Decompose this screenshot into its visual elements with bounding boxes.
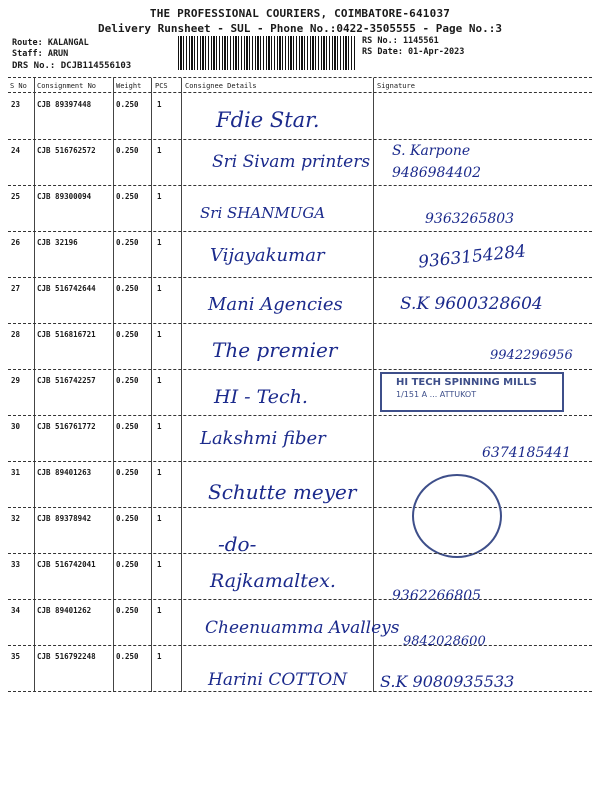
row-sno: 26 (11, 238, 21, 247)
row-signature: 9842028600 (403, 634, 486, 649)
row-pcs: 1 (157, 146, 162, 155)
row-pcs: 1 (157, 376, 162, 385)
row-weight: 0.250 (116, 146, 139, 155)
col-header-signature: Signature (377, 82, 415, 90)
round-stamp (412, 474, 502, 558)
row-consignee: Fdie Star. (216, 108, 320, 132)
row-sno: 25 (11, 192, 21, 201)
row-weight: 0.250 (116, 422, 139, 431)
row-consignee: Schutte meyer (208, 480, 357, 504)
row-weight: 0.250 (116, 560, 139, 569)
row-rule (8, 553, 592, 554)
row-consignment: CJB 89378942 (37, 514, 92, 523)
row-pcs: 1 (157, 422, 162, 431)
route-label: Route: KALANGAL (12, 38, 89, 48)
row-signature: 6374185441 (482, 445, 572, 461)
row-signature: 9363154284 (417, 241, 527, 273)
row-consignment: CJB 89300094 (37, 192, 92, 201)
row-weight: 0.250 (116, 284, 139, 293)
row-sno: 30 (11, 422, 21, 431)
row-rule (8, 645, 592, 646)
row-pcs: 1 (157, 606, 162, 615)
row-sno: 32 (11, 514, 21, 523)
row-consignment: CJB 516816721 (37, 330, 96, 339)
row-consignee: Mani Agencies (208, 294, 343, 315)
row-signature: S.K 9080935533 (380, 672, 515, 691)
row-pcs: 1 (157, 514, 162, 523)
row-rule (8, 185, 592, 186)
row-consignee: Sri SHANMUGA (200, 204, 326, 222)
row-signature: 9362266805 (392, 588, 482, 604)
company-stamp (380, 372, 564, 412)
row-consignee: -do- (218, 532, 257, 556)
col-header-pcs: PCS (155, 82, 168, 90)
row-sno: 24 (11, 146, 21, 155)
row-consignment: CJB 516761772 (37, 422, 96, 431)
stamp-text: 1/151 A ... ATTUKOT (396, 390, 477, 399)
row-consignee: Lakshmi fiber (200, 428, 326, 449)
row-weight: 0.250 (116, 238, 139, 247)
row-consignee: Vijayakumar (210, 245, 325, 266)
row-sno: 34 (11, 606, 21, 615)
row-signature: S.K 9600328604 (400, 294, 543, 314)
table-top-rule (8, 77, 592, 78)
row-consignee: Harini COTTON (208, 670, 348, 690)
row-consignee: Sri Sivam printers (212, 152, 371, 172)
row-sno: 28 (11, 330, 21, 339)
row-consignee: HI - Tech. (214, 386, 308, 408)
row-signature: S. Karpone 9486984402 (392, 143, 482, 181)
row-rule (8, 599, 592, 600)
row-pcs: 1 (157, 652, 162, 661)
row-sno: 29 (11, 376, 21, 385)
row-weight: 0.250 (116, 606, 139, 615)
col-header-weight: Weight (116, 82, 142, 90)
row-consignment: CJB 516742257 (37, 376, 96, 385)
barcode (178, 36, 356, 70)
row-pcs: 1 (157, 100, 162, 109)
row-rule (8, 461, 592, 462)
col-header-sno: S No (10, 82, 27, 90)
stamp-text: HI TECH SPINNING MILLS (396, 377, 537, 388)
row-weight: 0.250 (116, 468, 139, 477)
col-header-details: Consignee Details (185, 82, 257, 90)
row-rule (8, 323, 592, 324)
row-consignment: CJB 516792248 (37, 652, 96, 661)
row-rule (8, 231, 592, 232)
row-weight: 0.250 (116, 330, 139, 339)
rs-date: RS Date: 01-Apr-2023 (362, 47, 465, 57)
row-consignment: CJB 32196 (37, 238, 78, 247)
row-consignment: CJB 89401262 (37, 606, 92, 615)
row-sno: 27 (11, 284, 21, 293)
row-signature: 9942296956 (490, 348, 573, 363)
row-pcs: 1 (157, 238, 162, 247)
row-signature: 9363265803 (425, 211, 515, 227)
runsheet-subtitle: Delivery Runsheet - SUL - Phone No.:0422-3505555 - Page No.:3 (98, 22, 502, 35)
row-sno: 35 (11, 652, 21, 661)
row-rule (8, 369, 592, 370)
row-pcs: 1 (157, 468, 162, 477)
drs-number: DRS No.: DCJB114556103 (12, 61, 132, 71)
row-consignment: CJB 89401263 (37, 468, 92, 477)
row-rule (8, 691, 592, 692)
row-pcs: 1 (157, 560, 162, 569)
row-rule (8, 277, 592, 278)
table-header-rule (8, 92, 592, 93)
row-rule (8, 507, 592, 508)
row-consignment: CJB 516762572 (37, 146, 96, 155)
row-consignee: Rajkamaltex. (210, 570, 336, 592)
row-sno: 23 (11, 100, 21, 109)
row-weight: 0.250 (116, 192, 139, 201)
row-weight: 0.250 (116, 376, 139, 385)
row-sno: 31 (11, 468, 21, 477)
row-rule (8, 415, 592, 416)
row-weight: 0.250 (116, 100, 139, 109)
col-header-consignment: Consignment No (37, 82, 97, 90)
staff-label: Staff: ARUN (12, 49, 69, 59)
row-sno: 33 (11, 560, 21, 569)
row-weight: 0.250 (116, 514, 139, 523)
row-pcs: 1 (157, 192, 162, 201)
row-pcs: 1 (157, 330, 162, 339)
row-pcs: 1 (157, 284, 162, 293)
row-weight: 0.250 (116, 652, 139, 661)
row-consignment: CJB 516742644 (37, 284, 96, 293)
runsheet-title: THE PROFESSIONAL COURIERS, COIMBATORE-641037 (149, 7, 451, 20)
row-consignment: CJB 516742041 (37, 560, 96, 569)
row-consignment: CJB 89397448 (37, 100, 92, 109)
row-consignee: Cheenuamma Avalleys (205, 618, 400, 638)
row-consignee: The premier (212, 338, 338, 362)
rs-number: RS No.: 1145561 (362, 36, 439, 46)
